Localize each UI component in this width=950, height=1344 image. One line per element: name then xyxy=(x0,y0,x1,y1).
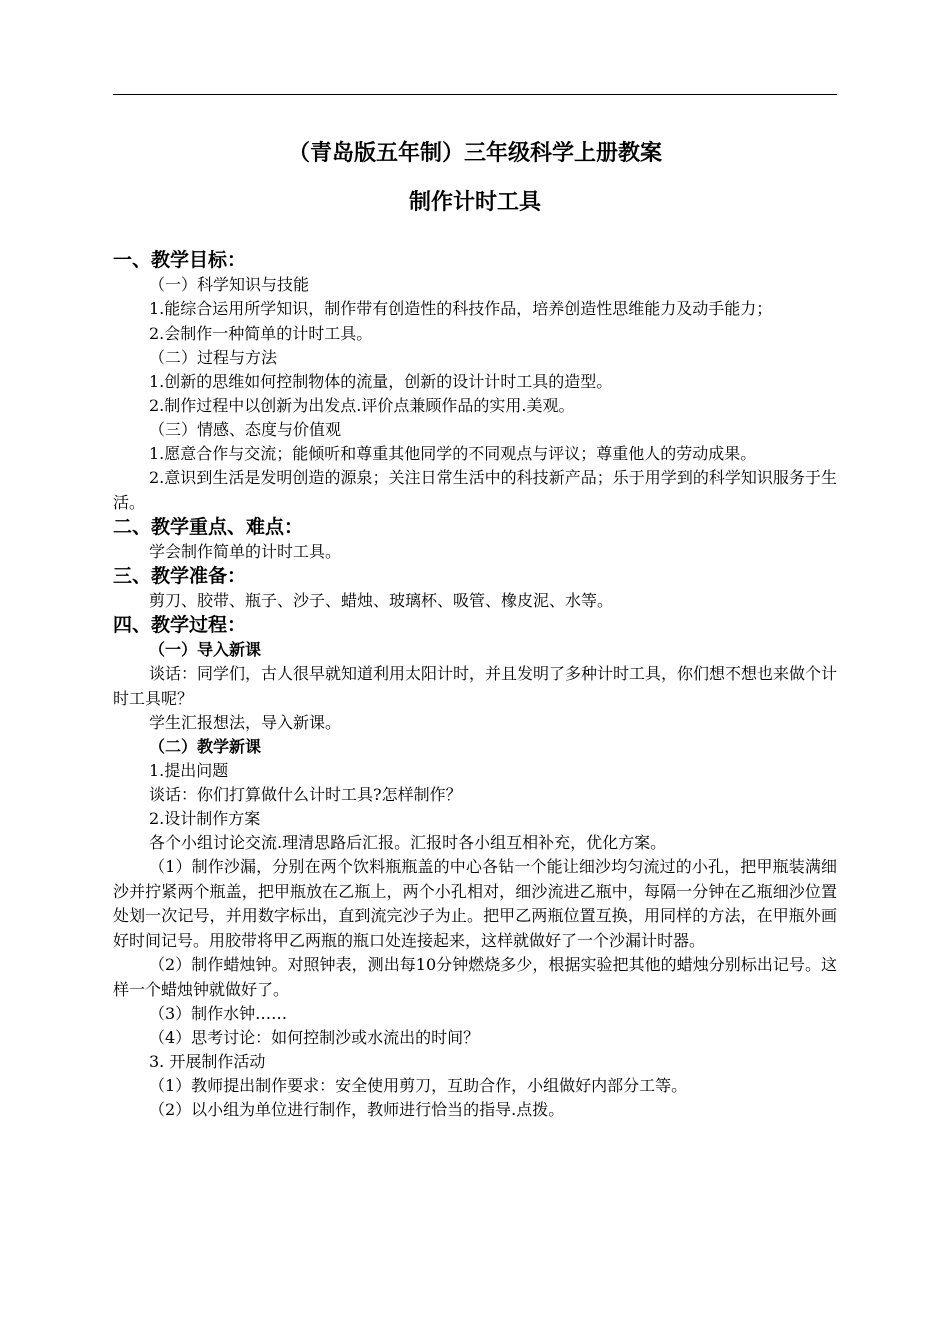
paragraph: （4）思考讨论：如何控制沙或水流出的时间？ xyxy=(149,1028,480,1047)
paragraph: （2）以小组为单位进行制作，教师进行恰当的指导.点拨。 xyxy=(149,1100,565,1119)
subheading-attitude: （三）情感、态度与价值观 xyxy=(149,419,342,439)
paragraph: （1）教师提出制作要求：安全使用剪刀，互助合作，小组做好内部分工等。 xyxy=(149,1076,688,1095)
document-title: （青岛版五年制）三年级科学上册教案 xyxy=(287,141,662,166)
paragraph: （2）制作蜡烛钟。对照钟表，测出每10分钟燃烧多少，根据实验把其他的蜡烛分别标出记号。这样一个蜡烛钟就做好了。 xyxy=(113,955,837,999)
header-rule xyxy=(113,94,837,95)
subheading-process: （二）过程与方法 xyxy=(149,347,278,367)
paragraph: 剪刀、胶带、瓶子、沙子、蜡烛、玻璃杯、吸管、橡皮泥、水等。 xyxy=(149,591,614,610)
paragraph: 1.提出问题 xyxy=(149,761,229,780)
paragraph: 1.能综合运用所学知识，制作带有创造性的科技作品，培养创造性思维能力及动手能力； xyxy=(149,299,773,318)
paragraph: 谈话：你们打算做什么计时工具?怎样制作？ xyxy=(149,785,462,804)
paragraph: 2.意识到生活是发明创造的源泉；关注日常生活中的科技新产品；乐于用学到的科学知识服务于生活。 xyxy=(113,468,837,512)
paragraph: 学生汇报想法，导入新课。 xyxy=(149,713,342,732)
paragraph: 1.愿意合作与交流；能倾听和尊重其他同学的不同观点与评议；尊重他人的劳动成果。 xyxy=(149,443,757,463)
document-subtitle: 制作计时工具 xyxy=(408,190,541,215)
paragraph: 2.制作过程中以创新为出发点.评价点兼顾作品的实用.美观。 xyxy=(149,395,575,415)
paragraph: 各个小组讨论交流.理清思路后汇报。汇报时各小组互相补充，优化方案。 xyxy=(149,833,667,852)
subheading-introduction: （一）导入新课 xyxy=(149,640,262,659)
paragraph: 3. 开展制作活动 xyxy=(149,1052,266,1071)
subheading-knowledge: （一）科学知识与技能 xyxy=(149,275,310,294)
subheading-new-lesson: （二）教学新课 xyxy=(149,737,262,756)
section-heading-objectives: 一、教学目标： xyxy=(113,249,247,271)
paragraph: 1.创新的思维如何控制物体的流量，创新的设计计时工具的造型。 xyxy=(149,371,613,391)
paragraph: 2.会制作一种简单的计时工具。 xyxy=(149,323,373,343)
section-heading-preparation: 三、教学准备： xyxy=(113,565,247,587)
section-heading-process: 四、教学过程： xyxy=(113,614,247,636)
document-body xyxy=(113,248,837,1122)
paragraph: 谈话：同学们，古人很早就知道利用太阳计时，并且发明了多种计时工具，你们想不想也来做个计时工具呢？ xyxy=(113,664,838,708)
paragraph: 2.设计制作方案 xyxy=(149,809,261,828)
paragraph: 学会制作简单的计时工具。 xyxy=(149,542,342,561)
paragraph: （1）制作沙漏，分别在两个饮料瓶瓶盖的中心各钻一个能让细沙均匀流过的小孔，把甲瓶装满细沙并拧紧两个瓶盖，把甲瓶放在乙瓶上，两个小孔相对，细沙流进乙瓶中，每隔一分钟在乙瓶细沙位置处划一次记号，并用数字标出，直到流完沙子为止。把甲乙两瓶位置互换，用同样的方法，在甲瓶外画好时间记号。用胶带将甲乙两瓶的瓶口处连接起来，这样就做好了一个沙漏计时器。 xyxy=(113,857,837,950)
paragraph: （3）制作水钟…… xyxy=(149,1004,288,1023)
section-heading-key-points: 二、教学重点、难点： xyxy=(113,516,304,538)
